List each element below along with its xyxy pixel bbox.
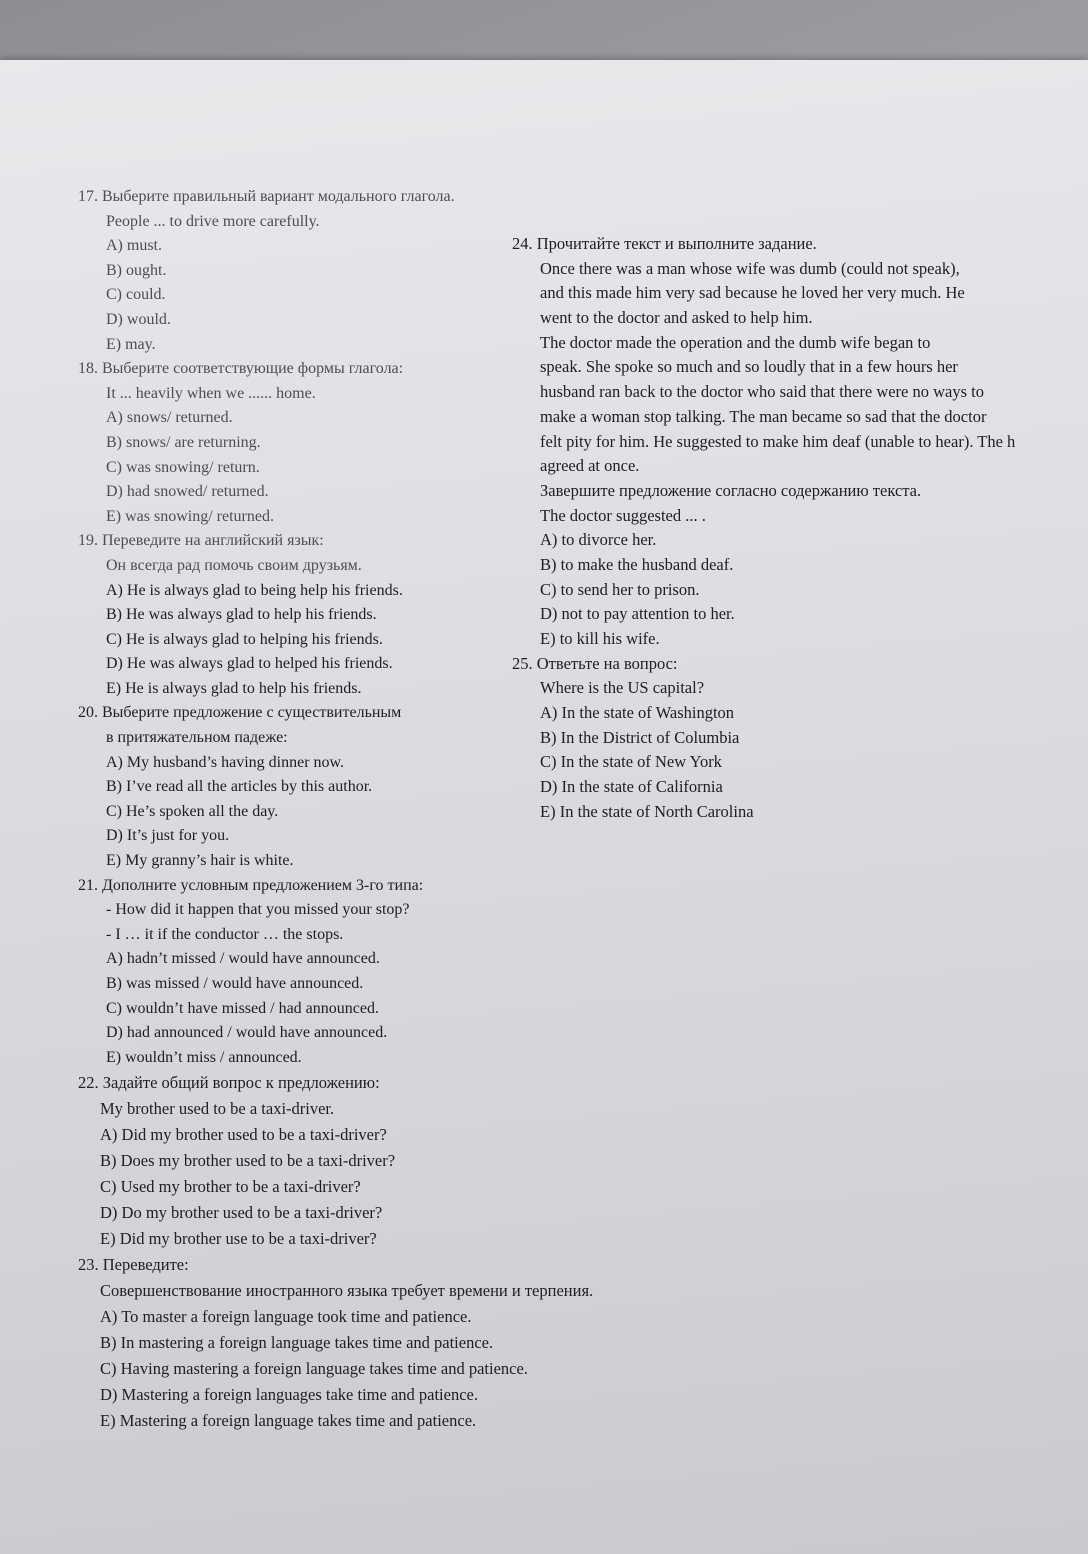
option-a: A) To master a foreign language took time and patience. bbox=[100, 1307, 472, 1327]
option-d: D) Do my brother used to be a taxi-driver? bbox=[100, 1203, 383, 1223]
dialogue-line-2: - I … it if the conductor … the stops. bbox=[106, 925, 344, 943]
question-21 bbox=[78, 874, 548, 1071]
question-prompt-continued: в притяжательном падеже: bbox=[106, 729, 288, 747]
question-number: 25. bbox=[512, 653, 533, 673]
option-c: C) was snowing/ return. bbox=[106, 458, 260, 476]
question-number: 22. bbox=[78, 1073, 99, 1093]
question-number: 23. bbox=[78, 1255, 99, 1275]
option-d: D) It’s just for you. bbox=[106, 827, 230, 845]
option-e: E) In the state of North Carolina bbox=[540, 801, 754, 821]
option-a: A) to divorce her. bbox=[540, 530, 657, 550]
option-b: B) to make the husband deaf. bbox=[540, 554, 734, 574]
option-a: A) He is always glad to being help his friends. bbox=[106, 581, 403, 599]
question-18 bbox=[78, 357, 548, 529]
option-e: E) was snowing/ returned. bbox=[106, 507, 274, 525]
question-22 bbox=[78, 1070, 548, 1252]
question-24 bbox=[512, 232, 1082, 652]
question-prompt: Переведите на английский язык: bbox=[102, 532, 324, 550]
question-prompt: Выберите правильный вариант модального глагола. bbox=[102, 188, 455, 205]
question-23 bbox=[78, 1252, 594, 1434]
option-b: B) I’ve read all the articles by this author. bbox=[106, 778, 373, 796]
question-sentence: Where is the US capital? bbox=[540, 678, 705, 698]
option-e: E) to kill his wife. bbox=[540, 629, 660, 648]
option-a: A) snows/ returned. bbox=[106, 409, 233, 427]
reading-text-line: husband ran back to the doctor who said that there were no ways to bbox=[540, 382, 984, 402]
option-c: C) Having mastering a foreign language takes time and patience. bbox=[100, 1359, 528, 1379]
option-e: E) may. bbox=[106, 335, 156, 353]
question-sentence: Он всегда рад помочь своим друзьям. bbox=[106, 556, 362, 574]
question-number: 24. bbox=[512, 234, 533, 253]
question-prompt: Дополните условным предложением 3-го типа: bbox=[102, 876, 424, 894]
reading-text-line: make a woman stop talking. The man became so sad that the doctor bbox=[540, 406, 987, 426]
reading-text-line: Once there was a man whose wife was dumb (could not speak), bbox=[540, 258, 960, 278]
option-b: B) snows/ are returning. bbox=[106, 433, 261, 451]
question-number: 19. bbox=[78, 532, 98, 550]
reading-text-line: and this made him very sad because he loved her very much. He bbox=[540, 283, 965, 303]
option-d: D) In the state of California bbox=[540, 777, 723, 797]
question-sentence: People ... to drive more carefully. bbox=[106, 212, 320, 230]
paper-sheet bbox=[0, 60, 1088, 1554]
option-c: C) He’s spoken all the day. bbox=[106, 802, 279, 820]
option-c: C) to send her to prison. bbox=[540, 579, 700, 599]
question-prompt: Прочитайте текст и выполните задание. bbox=[536, 234, 817, 253]
option-a: A) hadn’t missed / would have announced. bbox=[106, 950, 380, 968]
reading-text-line: went to the doctor and asked to help him. bbox=[540, 308, 813, 328]
option-d: D) Mastering a foreign languages take time and patience. bbox=[100, 1385, 478, 1405]
option-b: B) ought. bbox=[106, 261, 167, 279]
option-a: A) Did my brother used to be a taxi-driver? bbox=[100, 1125, 387, 1145]
option-b: B) He was always glad to help his friends. bbox=[106, 606, 377, 624]
option-e: E) wouldn’t miss / announced. bbox=[106, 1048, 302, 1066]
question-number: 20. bbox=[78, 704, 98, 722]
question-number: 18. bbox=[78, 360, 98, 378]
question-sentence: It ... heavily when we ...... home. bbox=[106, 384, 316, 402]
question-prompt: Задайте общий вопрос к предложению: bbox=[102, 1073, 380, 1093]
reading-text-line: The doctor made the operation and the dumb wife began to bbox=[540, 332, 931, 352]
option-c: C) wouldn’t have missed / had announced. bbox=[106, 999, 379, 1017]
option-a: A) must. bbox=[106, 237, 162, 255]
option-d: D) had announced / would have announced. bbox=[106, 1024, 388, 1042]
option-d: D) not to pay attention to her. bbox=[540, 604, 735, 624]
question-17 bbox=[78, 185, 548, 357]
question-prompt: Переведите: bbox=[102, 1255, 189, 1275]
option-a: A) In the state of Washington bbox=[540, 703, 735, 723]
question-25 bbox=[512, 652, 1082, 825]
reading-text-line: speak. She spoke so much and so loudly that in a few hours her bbox=[540, 357, 958, 377]
option-d: D) had snowed/ returned. bbox=[106, 483, 269, 501]
option-b: B) Does my brother used to be a taxi-driver? bbox=[100, 1151, 396, 1171]
question-prompt: Выберите соответствующие формы глагола: bbox=[102, 360, 404, 378]
option-c: C) In the state of New York bbox=[540, 752, 722, 772]
option-e: E) He is always glad to help his friends. bbox=[106, 679, 362, 697]
reading-text-line: felt pity for him. He suggested to make him deaf (unable to hear). The h bbox=[540, 431, 1016, 451]
option-e: E) My granny’s hair is white. bbox=[106, 852, 294, 870]
option-c: C) Used my brother to be a taxi-driver? bbox=[100, 1177, 361, 1197]
option-d: D) would. bbox=[106, 310, 171, 328]
option-e: E) Did my brother use to be a taxi-driver? bbox=[100, 1229, 377, 1249]
question-prompt: Выберите предложение с существительным bbox=[102, 704, 402, 722]
option-e: E) Mastering a foreign language takes time and patience. bbox=[100, 1411, 477, 1431]
option-c: C) could. bbox=[106, 286, 166, 304]
option-a: A) My husband’s having dinner now. bbox=[106, 753, 345, 771]
question-number: 17. bbox=[78, 188, 98, 205]
question-number: 21. bbox=[78, 876, 98, 894]
question-19 bbox=[78, 529, 548, 701]
reading-text-line: agreed at once. bbox=[540, 456, 640, 476]
option-b: B) In mastering a foreign language takes time and patience. bbox=[100, 1333, 494, 1353]
option-d: D) He was always glad to helped his friends. bbox=[106, 655, 393, 673]
dialogue-line-1: - How did it happen that you missed your stop? bbox=[106, 901, 410, 919]
question-20 bbox=[78, 701, 548, 873]
right-column bbox=[512, 232, 1082, 825]
task-instruction: Завершите предложение согласно содержанию текста. bbox=[540, 480, 922, 500]
option-b: B) was missed / would have announced. bbox=[106, 975, 364, 992]
question-sentence: Совершенствование иностранного языка требует времени и терпения. bbox=[100, 1281, 594, 1301]
question-sentence: My brother used to be a taxi-driver. bbox=[100, 1099, 335, 1119]
question-prompt: Ответьте на вопрос: bbox=[536, 653, 678, 673]
option-b: B) In the District of Columbia bbox=[540, 727, 740, 747]
option-c: C) He is always glad to helping his friends. bbox=[106, 630, 383, 648]
question-sentence: The doctor suggested ... . bbox=[540, 505, 706, 525]
